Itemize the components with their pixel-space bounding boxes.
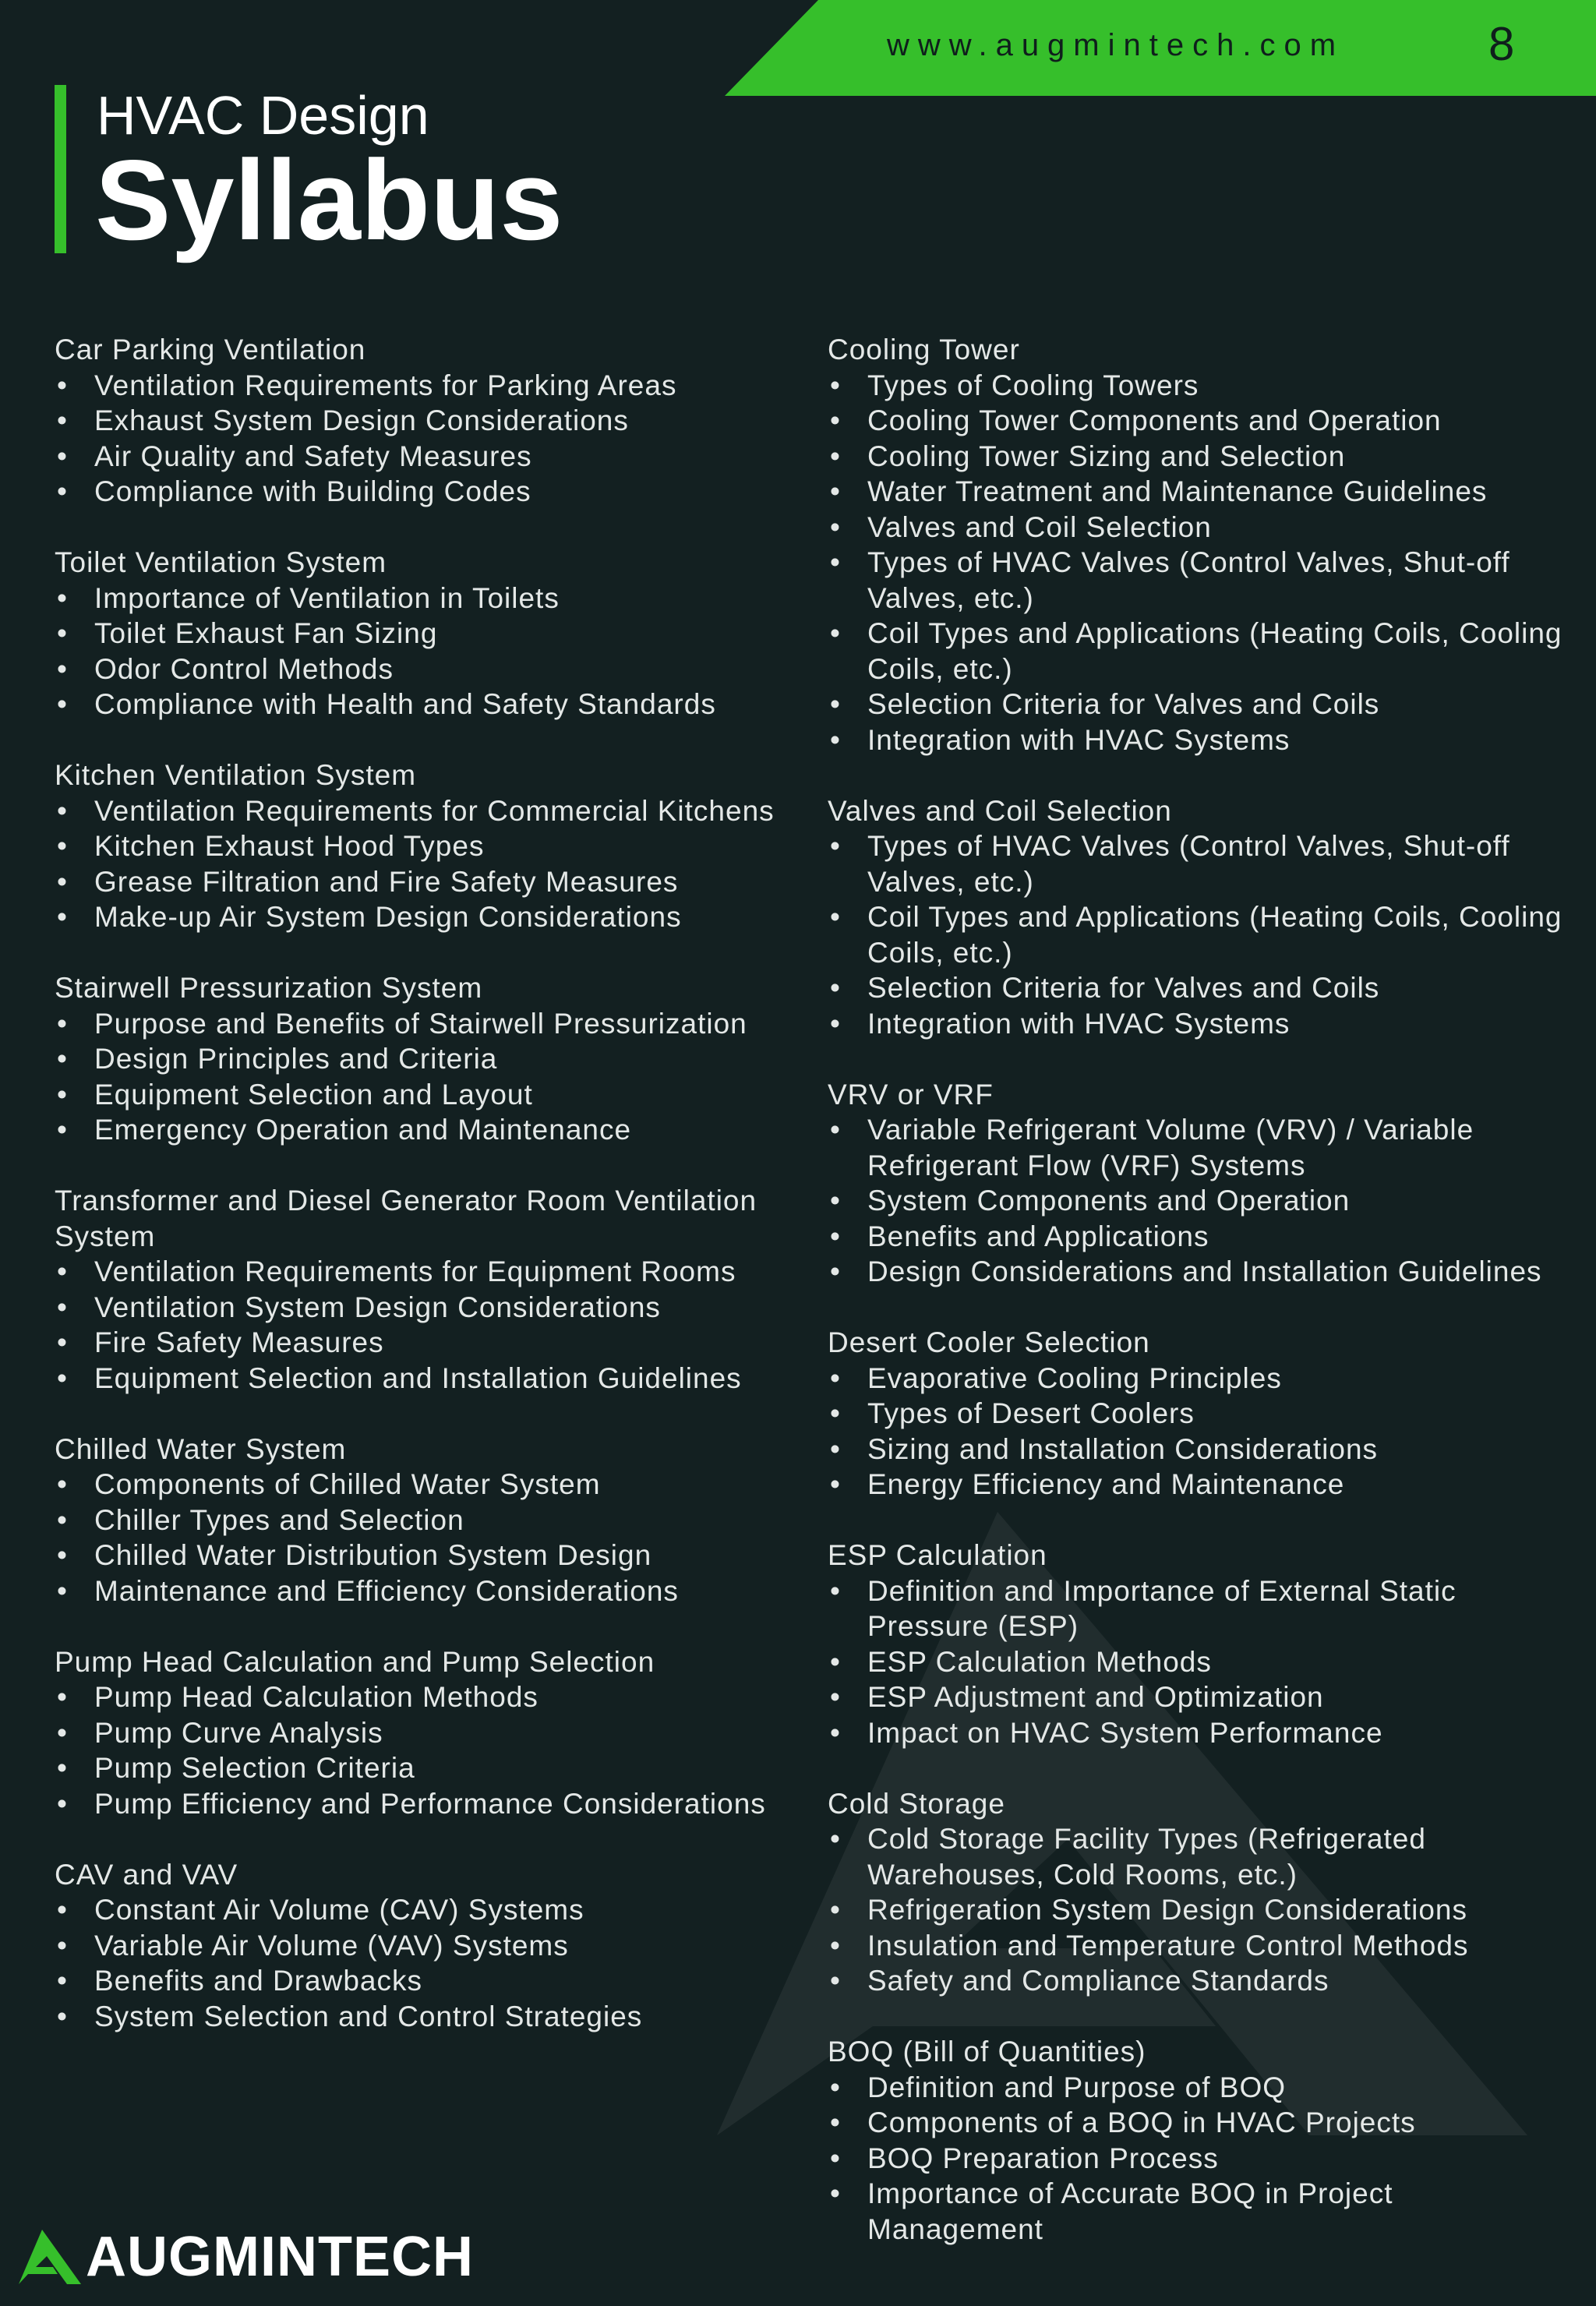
syllabus-section bbox=[55, 1183, 803, 1396]
bullet-icon: • bbox=[57, 1503, 68, 1536]
list-item bbox=[55, 687, 803, 722]
list-item-text: Chilled Water Distribution System Design bbox=[94, 1539, 652, 1571]
list-item bbox=[55, 1679, 803, 1715]
section-item-list bbox=[55, 1467, 803, 1609]
list-item bbox=[828, 2070, 1576, 2106]
list-item bbox=[828, 2176, 1576, 2247]
list-item bbox=[55, 1006, 803, 1042]
list-item-text: Types of HVAC Valves (Control Valves, Shut-off Valves, etc.) bbox=[867, 546, 1510, 614]
list-item bbox=[828, 1361, 1576, 1397]
list-item bbox=[55, 1715, 803, 1751]
list-item bbox=[828, 970, 1576, 1006]
syllabus-section bbox=[828, 2034, 1576, 2247]
bullet-icon: • bbox=[57, 865, 68, 898]
list-item-text: Air Quality and Safety Measures bbox=[94, 440, 532, 472]
bullet-icon: • bbox=[830, 1965, 841, 1997]
list-item-text: Pump Selection Criteria bbox=[94, 1752, 415, 1784]
list-item bbox=[55, 1999, 803, 2035]
list-item bbox=[55, 1254, 803, 1290]
list-item bbox=[828, 1219, 1576, 1255]
list-item bbox=[55, 652, 803, 687]
bullet-icon: • bbox=[830, 1220, 841, 1252]
section-title: Stairwell Pressurization System bbox=[55, 972, 483, 1004]
list-item bbox=[55, 1077, 803, 1113]
bullet-icon: • bbox=[57, 369, 68, 401]
list-item-text: Components of a BOQ in HVAC Projects bbox=[867, 2106, 1416, 2138]
list-item-text: Integration with HVAC Systems bbox=[867, 723, 1291, 756]
bullet-icon: • bbox=[830, 2142, 841, 2174]
bullet-icon: • bbox=[57, 1043, 68, 1075]
bullet-icon: • bbox=[830, 1929, 841, 1962]
section-item-list bbox=[828, 1573, 1576, 1751]
list-item bbox=[55, 1290, 803, 1326]
bullet-icon: • bbox=[830, 1823, 841, 1855]
section-item-list bbox=[55, 368, 803, 510]
bullet-icon: • bbox=[57, 1539, 68, 1571]
bullet-icon: • bbox=[57, 440, 68, 472]
list-item bbox=[55, 1041, 803, 1077]
list-item bbox=[55, 1112, 803, 1148]
bullet-icon: • bbox=[830, 688, 841, 720]
list-item-text: Cooling Tower Sizing and Selection bbox=[867, 440, 1346, 472]
bullet-icon: • bbox=[57, 1078, 68, 1111]
bullet-icon: • bbox=[57, 1114, 68, 1146]
website-url[interactable]: www.augmintech.com bbox=[887, 28, 1345, 62]
list-item bbox=[55, 616, 803, 652]
bullet-icon: • bbox=[57, 1681, 68, 1713]
bullet-icon: • bbox=[830, 369, 841, 401]
bullet-icon: • bbox=[830, 1397, 841, 1429]
list-item bbox=[828, 510, 1576, 546]
list-item bbox=[828, 899, 1576, 970]
section-title: Chilled Water System bbox=[55, 1432, 347, 1465]
list-item bbox=[828, 1183, 1576, 1219]
bullet-icon: • bbox=[830, 1255, 841, 1287]
list-item-text: Importance of Accurate BOQ in Project Management bbox=[867, 2177, 1393, 2245]
logo-text: AUGMINTECH bbox=[86, 2226, 474, 2288]
list-item-text: Cold Storage Facility Types (Refrigerated Warehouses, Cold Rooms, etc.) bbox=[867, 1823, 1426, 1891]
section-item-list bbox=[55, 581, 803, 722]
list-item bbox=[55, 1467, 803, 1503]
bullet-icon: • bbox=[57, 1007, 68, 1040]
list-item-text: Refrigeration System Design Considerations bbox=[867, 1894, 1468, 1926]
section-title: Cold Storage bbox=[828, 1787, 1005, 1820]
bullet-icon: • bbox=[57, 581, 68, 614]
list-item-text: Definition and Importance of External Static Pressure (ESP) bbox=[867, 1574, 1457, 1642]
list-item-text: Selection Criteria for Valves and Coils bbox=[867, 972, 1380, 1004]
list-item-text: Variable Air Volume (VAV) Systems bbox=[94, 1929, 569, 1962]
list-item-text: Cooling Tower Components and Operation bbox=[867, 404, 1442, 436]
section-item-list bbox=[828, 368, 1576, 758]
bullet-icon: • bbox=[830, 1894, 841, 1926]
list-item bbox=[55, 1750, 803, 1786]
section-title: CAV and VAV bbox=[55, 1858, 238, 1891]
syllabus-section bbox=[828, 1077, 1576, 1290]
list-item-text: Valves and Coil Selection bbox=[867, 510, 1212, 543]
list-item-text: Pump Curve Analysis bbox=[94, 1716, 383, 1749]
list-item bbox=[55, 1892, 803, 1928]
list-item bbox=[828, 1892, 1576, 1928]
list-item bbox=[828, 545, 1576, 616]
syllabus-section bbox=[828, 1538, 1576, 1750]
bullet-icon: • bbox=[830, 830, 841, 862]
list-item-text: Types of HVAC Valves (Control Valves, Shut-off Valves, etc.) bbox=[867, 830, 1510, 898]
list-item-text: Variable Refrigerant Volume (VRV) / Variable Refrigerant Flow (VRF) Systems bbox=[867, 1114, 1474, 1181]
bullet-icon: • bbox=[57, 404, 68, 436]
list-item bbox=[55, 1538, 803, 1573]
section-item-list bbox=[55, 1006, 803, 1148]
syllabus-section bbox=[55, 332, 803, 510]
list-item bbox=[828, 403, 1576, 439]
bullet-icon: • bbox=[830, 1574, 841, 1607]
list-item-text: Ventilation Requirements for Equipment Rooms bbox=[94, 1255, 736, 1287]
syllabus-section bbox=[55, 545, 803, 722]
title-accent-bar bbox=[55, 85, 66, 253]
section-title: BOQ (Bill of Quantities) bbox=[828, 2036, 1146, 2068]
list-item bbox=[828, 2141, 1576, 2177]
page-subtitle: HVAC Design bbox=[97, 85, 429, 146]
list-item bbox=[828, 1573, 1576, 1644]
bullet-icon: • bbox=[830, 475, 841, 507]
syllabus-section bbox=[55, 1857, 803, 2035]
list-item-text: Compliance with Health and Safety Standards bbox=[94, 688, 716, 720]
bullet-icon: • bbox=[830, 723, 841, 756]
list-item-text: Constant Air Volume (CAV) Systems bbox=[94, 1894, 584, 1926]
list-item bbox=[55, 368, 803, 404]
bullet-icon: • bbox=[830, 1185, 841, 1217]
list-item bbox=[55, 1503, 803, 1538]
list-item-text: Definition and Purpose of BOQ bbox=[867, 2071, 1287, 2103]
list-item-text: Ventilation Requirements for Parking Areas bbox=[94, 369, 677, 401]
list-item-text: Equipment Selection and Layout bbox=[94, 1078, 533, 1111]
syllabus-section bbox=[828, 1325, 1576, 1503]
list-item-text: Evaporative Cooling Principles bbox=[867, 1361, 1282, 1394]
bullet-icon: • bbox=[57, 1716, 68, 1749]
list-item bbox=[828, 616, 1576, 687]
section-item-list bbox=[828, 1361, 1576, 1503]
section-title: Cooling Tower bbox=[828, 334, 1020, 365]
list-item-text: Ventilation System Design Considerations bbox=[94, 1291, 661, 1323]
list-item bbox=[828, 2105, 1576, 2141]
bullet-icon: • bbox=[57, 1361, 68, 1394]
list-item-text: Selection Criteria for Valves and Coils bbox=[867, 688, 1380, 720]
syllabus-section bbox=[55, 970, 803, 1148]
list-item-text: Fire Safety Measures bbox=[94, 1326, 384, 1358]
bullet-icon: • bbox=[57, 475, 68, 507]
syllabus-section bbox=[55, 1644, 803, 1822]
list-item-text: Design Considerations and Installation Guidelines bbox=[867, 1255, 1542, 1287]
section-item-list bbox=[828, 1112, 1576, 1290]
list-item-text: Benefits and Applications bbox=[867, 1220, 1209, 1252]
bullet-icon: • bbox=[830, 901, 841, 933]
list-item-text: System Components and Operation bbox=[867, 1185, 1351, 1217]
list-item-text: Pump Head Calculation Methods bbox=[94, 1681, 538, 1713]
section-title: Toilet Ventilation System bbox=[55, 546, 387, 578]
syllabus-section bbox=[828, 1786, 1576, 1999]
list-item-text: Chiller Types and Selection bbox=[94, 1503, 464, 1536]
section-title: VRV or VRF bbox=[828, 1078, 994, 1111]
section-item-list bbox=[55, 793, 803, 935]
bullet-icon: • bbox=[57, 688, 68, 720]
list-item bbox=[55, 793, 803, 829]
list-item-text: Kitchen Exhaust Hood Types bbox=[94, 830, 485, 862]
bullet-icon: • bbox=[830, 2177, 841, 2209]
list-item bbox=[828, 1963, 1576, 1999]
list-item-text: Types of Desert Coolers bbox=[867, 1397, 1195, 1429]
syllabus-section bbox=[828, 332, 1576, 757]
list-item-text: Grease Filtration and Fire Safety Measures bbox=[94, 865, 679, 898]
list-item-text: Components of Chilled Water System bbox=[94, 1468, 601, 1500]
list-item bbox=[828, 1928, 1576, 1964]
bullet-icon: • bbox=[830, 404, 841, 436]
list-item bbox=[828, 1254, 1576, 1290]
section-item-list bbox=[828, 2070, 1576, 2248]
list-item bbox=[828, 1112, 1576, 1183]
list-item-text: ESP Adjustment and Optimization bbox=[867, 1681, 1324, 1713]
page-number: 8 bbox=[1488, 18, 1515, 70]
bullet-icon: • bbox=[57, 1787, 68, 1820]
list-item bbox=[828, 687, 1576, 722]
list-item bbox=[55, 1786, 803, 1822]
list-item-text: Toilet Exhaust Fan Sizing bbox=[94, 617, 438, 649]
bullet-icon: • bbox=[57, 1468, 68, 1500]
section-title: Valves and Coil Selection bbox=[828, 794, 1172, 827]
bullet-icon: • bbox=[830, 510, 841, 543]
list-item-text: Types of Cooling Towers bbox=[867, 369, 1199, 401]
bullet-icon: • bbox=[57, 652, 68, 685]
list-item-text: Impact on HVAC System Performance bbox=[867, 1716, 1383, 1749]
syllabus-section bbox=[55, 757, 803, 935]
section-title: Kitchen Ventilation System bbox=[55, 759, 417, 791]
list-item-text: Coil Types and Applications (Heating Coils, Cooling Coils, etc.) bbox=[867, 901, 1562, 969]
page-title: Syllabus bbox=[95, 136, 563, 263]
list-item bbox=[55, 581, 803, 616]
footer-logo bbox=[19, 2225, 474, 2289]
bullet-icon: • bbox=[830, 617, 841, 649]
list-item bbox=[828, 368, 1576, 404]
list-item-text: Purpose and Benefits of Stairwell Pressurization bbox=[94, 1007, 747, 1040]
list-item-text: Safety and Compliance Standards bbox=[867, 1965, 1329, 1997]
list-item bbox=[55, 899, 803, 935]
bullet-icon: • bbox=[830, 972, 841, 1004]
section-title: Car Parking Ventilation bbox=[55, 334, 366, 365]
bullet-icon: • bbox=[830, 1361, 841, 1394]
bullet-icon: • bbox=[830, 1114, 841, 1146]
list-item bbox=[828, 1396, 1576, 1432]
list-item bbox=[828, 1644, 1576, 1680]
list-item-text: Importance of Ventilation in Toilets bbox=[94, 581, 560, 614]
list-item-text: Odor Control Methods bbox=[94, 652, 394, 685]
list-item-text: Ventilation Requirements for Commercial Kitchens bbox=[94, 794, 775, 827]
bullet-icon: • bbox=[830, 1681, 841, 1713]
list-item-text: Equipment Selection and Installation Guidelines bbox=[94, 1361, 742, 1394]
bullet-icon: • bbox=[830, 2071, 841, 2103]
list-item-text: Maintenance and Efficiency Considerations bbox=[94, 1574, 679, 1607]
bullet-icon: • bbox=[830, 546, 841, 578]
list-item bbox=[55, 439, 803, 475]
syllabus-section bbox=[55, 1432, 803, 1609]
list-item bbox=[828, 1006, 1576, 1042]
section-title: Desert Cooler Selection bbox=[828, 1326, 1150, 1358]
list-item bbox=[828, 1432, 1576, 1467]
bullet-icon: • bbox=[830, 1007, 841, 1040]
bullet-icon: • bbox=[830, 1645, 841, 1678]
list-item-text: Exhaust System Design Considerations bbox=[94, 404, 629, 436]
bullet-icon: • bbox=[57, 794, 68, 827]
list-item bbox=[828, 722, 1576, 758]
bullet-icon: • bbox=[57, 1574, 68, 1607]
list-item-text: Sizing and Installation Considerations bbox=[867, 1432, 1379, 1465]
augmintech-logo-icon bbox=[19, 2230, 81, 2284]
list-item bbox=[828, 474, 1576, 510]
list-item-text: BOQ Preparation Process bbox=[867, 2142, 1219, 2174]
list-item bbox=[828, 1715, 1576, 1751]
bullet-icon: • bbox=[57, 1326, 68, 1358]
list-item bbox=[828, 439, 1576, 475]
list-item-text: Energy Efficiency and Maintenance bbox=[867, 1468, 1345, 1500]
list-item bbox=[828, 1821, 1576, 1892]
list-item bbox=[828, 1679, 1576, 1715]
bullet-icon: • bbox=[57, 617, 68, 649]
section-item-list bbox=[55, 1892, 803, 2034]
list-item bbox=[55, 864, 803, 900]
list-item-text: Design Principles and Criteria bbox=[94, 1043, 498, 1075]
bullet-icon: • bbox=[830, 1468, 841, 1500]
list-item-text: Compliance with Building Codes bbox=[94, 475, 531, 507]
list-item bbox=[828, 1467, 1576, 1503]
section-title: Pump Head Calculation and Pump Selection bbox=[55, 1645, 655, 1678]
list-item-text: Benefits and Drawbacks bbox=[94, 1965, 422, 1997]
list-item bbox=[55, 1325, 803, 1361]
list-item-text: Integration with HVAC Systems bbox=[867, 1007, 1291, 1040]
left-column bbox=[55, 332, 803, 2070]
bullet-icon: • bbox=[57, 901, 68, 933]
bullet-icon: • bbox=[57, 1965, 68, 1997]
bullet-icon: • bbox=[830, 1432, 841, 1465]
list-item-text: Water Treatment and Maintenance Guidelines bbox=[867, 475, 1488, 507]
bullet-icon: • bbox=[57, 830, 68, 862]
bullet-icon: • bbox=[57, 1894, 68, 1926]
bullet-icon: • bbox=[57, 1752, 68, 1784]
bullet-icon: • bbox=[57, 1291, 68, 1323]
list-item-text: Make-up Air System Design Considerations bbox=[94, 901, 682, 933]
section-title: Transformer and Diesel Generator Room Ventilation System bbox=[55, 1185, 757, 1252]
list-item bbox=[55, 1928, 803, 1964]
bullet-icon: • bbox=[57, 1929, 68, 1962]
bullet-icon: • bbox=[57, 1255, 68, 1287]
section-item-list bbox=[828, 1821, 1576, 1999]
list-item bbox=[55, 828, 803, 864]
list-item-text: System Selection and Control Strategies bbox=[94, 2000, 643, 2032]
section-title: ESP Calculation bbox=[828, 1539, 1047, 1571]
section-item-list bbox=[55, 1679, 803, 1821]
list-item bbox=[55, 1361, 803, 1397]
syllabus-section bbox=[828, 793, 1576, 1042]
bullet-icon: • bbox=[830, 1716, 841, 1749]
list-item bbox=[55, 1963, 803, 1999]
list-item-text: Emergency Operation and Maintenance bbox=[94, 1114, 632, 1146]
list-item bbox=[55, 403, 803, 439]
bullet-icon: • bbox=[830, 440, 841, 472]
section-item-list bbox=[828, 828, 1576, 1041]
bullet-icon: • bbox=[830, 2106, 841, 2138]
list-item-text: Insulation and Temperature Control Methods bbox=[867, 1929, 1469, 1962]
bullet-icon: • bbox=[57, 2000, 68, 2032]
section-item-list bbox=[55, 1254, 803, 1396]
right-column bbox=[828, 332, 1576, 2283]
list-item-text: Coil Types and Applications (Heating Coils, Cooling Coils, etc.) bbox=[867, 617, 1562, 685]
list-item bbox=[55, 1573, 803, 1609]
list-item-text: Pump Efficiency and Performance Considerations bbox=[94, 1787, 766, 1820]
list-item bbox=[828, 828, 1576, 899]
list-item bbox=[55, 474, 803, 510]
list-item-text: ESP Calculation Methods bbox=[867, 1645, 1212, 1678]
